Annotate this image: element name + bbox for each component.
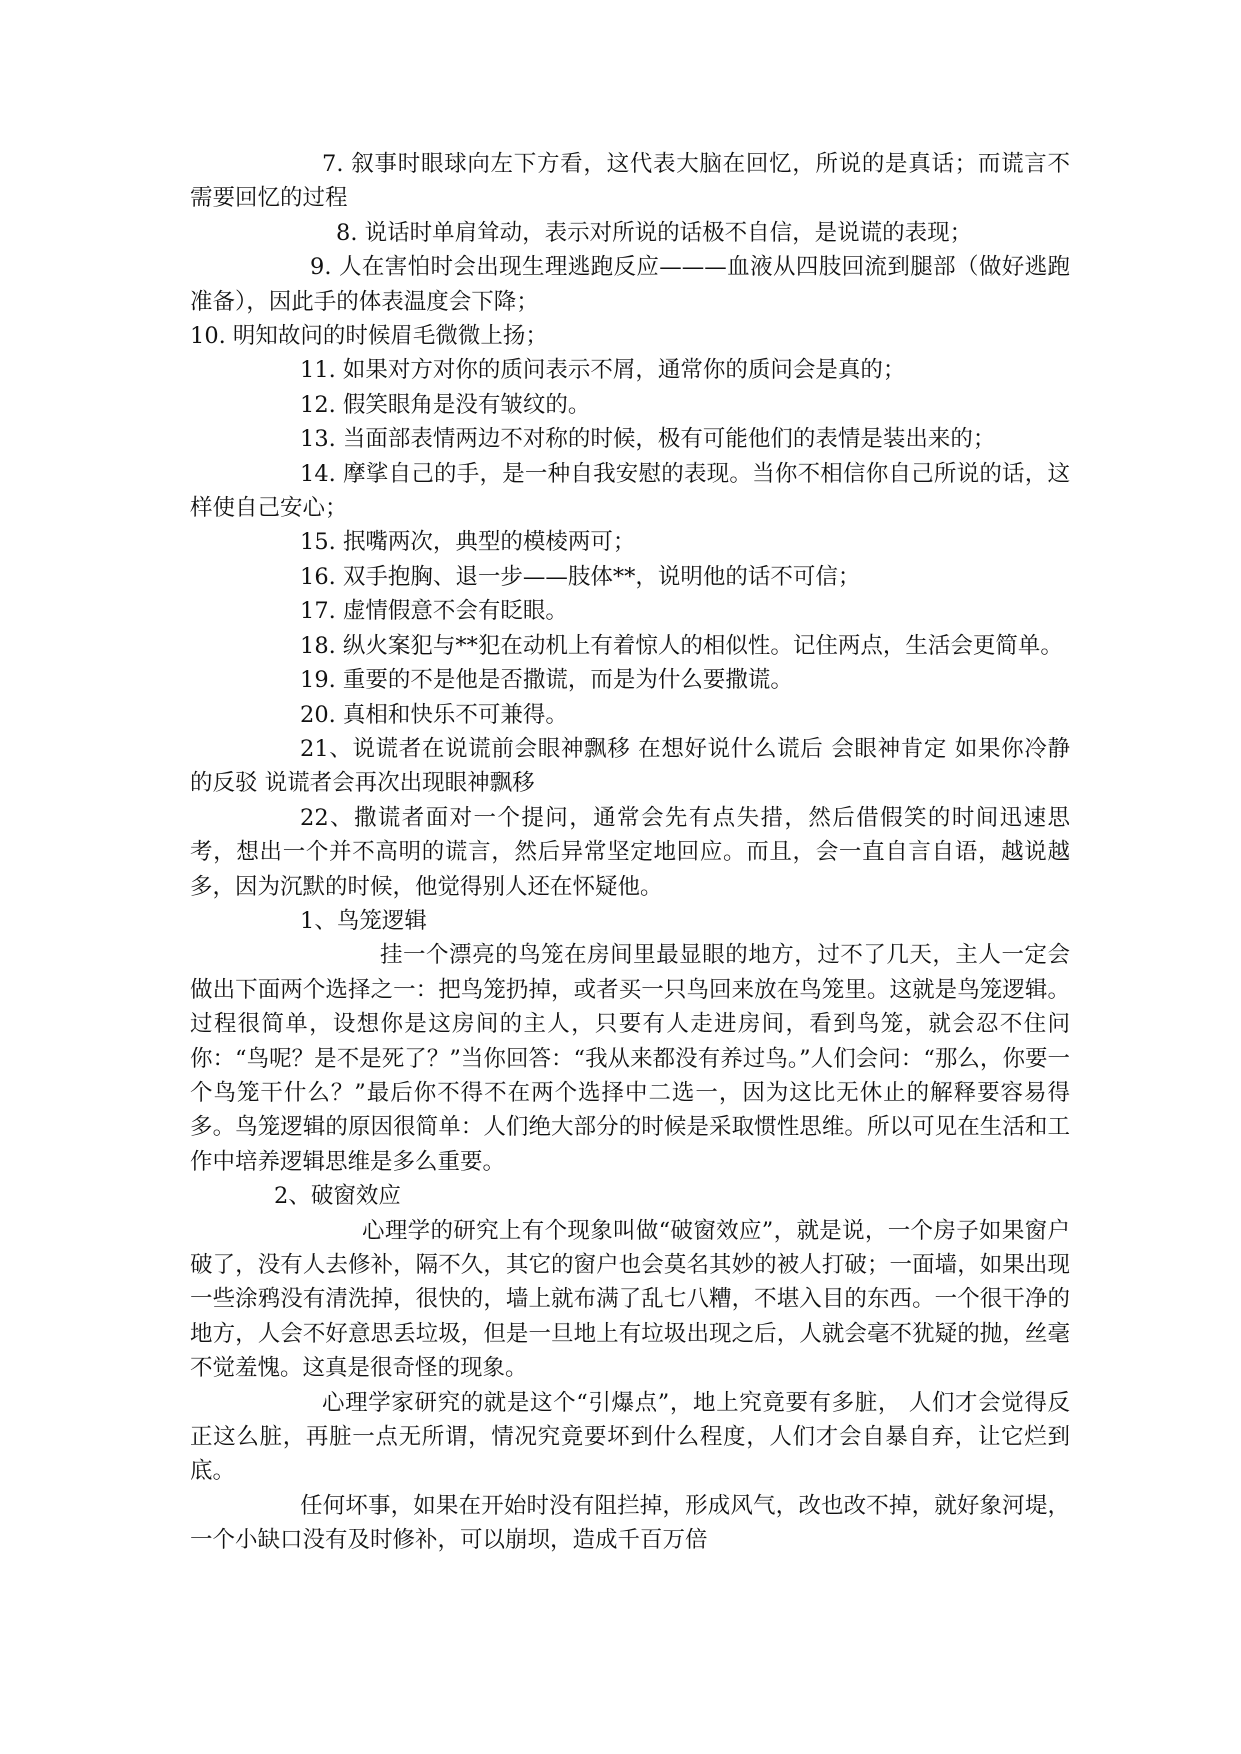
section-heading-broken-window: 2、破窗效应 [274,1183,401,1210]
paragraph-item-15: 15. 抿嘴两次，典型的模棱两可； [300,529,636,556]
paragraph-item-22: 22、撒谎者面对一个提问，通常会先有点失措，然后借假笑的时间迅速思考，想出一个并不高明的谎言，然后异常坚定地回应。而且，会一直自言自语，越说越多，因为沉默的时候，他觉得别人还在怀疑他。 [190,804,1070,900]
paragraph-item-7: 7. 叙事时眼球向左下方看，这代表大脑在回忆，所说的是真话；而谎言不需要回忆的过程 [190,151,1070,212]
paragraph-item-21: 21、说谎者在说谎前会眼神飘移 在想好说什么谎后 会眼神肯定 如果你冷静的反驳 说谎者会再次出现眼神飘移 [190,735,1070,797]
paragraph-item-17: 17. 虚情假意不会有眨眼。 [300,598,568,625]
paragraph-item-9: 9. 人在害怕时会出现生理逃跑反应———血液从四肢回流到腿部（做好逃跑准备），因此手的体表温度会下降； [190,254,1070,315]
document-page [190,147,1070,1558]
paragraph-item-12: 12. 假笑眼角是没有皱纹的。 [300,391,591,418]
paragraph-item-13: 13. 当面部表情两边不对称的时候，极有可能他们的表情是装出来的； [300,426,996,453]
paragraph-item-14: 14. 摩挲自己的手，是一种自我安慰的表现。当你不相信你自己所说的话，这样使自己安心； [190,460,1070,522]
section-body-broken-window: 心理学的研究上有个现象叫做“破窗效应”，就是说，一个房子如果窗户破了，没有人去修补，隔不久，其它的窗户也会莫名其妙的被人打破；一面墙，如果出现一些涂鸦没有清洗掉，很快的，墙上就布满了乱七八糟，不堪入目的东西。一个很干净的地方，人会不好意思丢垃圾，但是一旦地上有垃圾出现之后，人就会毫不犹疑的抛，丝毫不觉羞愧。这真是很奇怪的现象。 [190,1217,1070,1382]
section-body-conclusion: 任何坏事，如果在开始时没有阻拦掉，形成风气，改也改不掉，就好象河堤，一个小缺口没有及时修补，可以崩坝，造成千百万倍 [190,1492,1070,1554]
paragraph-item-18: 18. 纵火案犯与**犯在动机上有着惊人的相似性。记住两点，生活会更简单。 [300,632,1063,659]
paragraph-item-20: 20. 真相和快乐不可兼得。 [300,701,568,728]
paragraph-item-8: 8. 说话时单肩耸动，表示对所说的话极不自信，是说谎的表现； [336,219,973,246]
paragraph-item-16: 16. 双手抱胸、退一步——肢体**，说明他的话不可信； [300,563,861,590]
paragraph-item-10: 10. 明知故问的时候眉毛微微上扬； [190,323,548,350]
section-heading-bird-cage: 1、鸟笼逻辑 [300,907,427,934]
section-body-tipping-point: 心理学家研究的就是这个“引爆点”，地上究竟要有多脏， 人们才会觉得反正这么脏，再脏一点无所谓，情况究竟要坏到什么程度，人们才会自暴自弃，让它烂到底。 [190,1389,1070,1485]
paragraph-item-19: 19. 重要的不是他是否撒谎，而是为什么要撒谎。 [300,667,793,694]
section-body-bird-cage: 挂一个漂亮的鸟笼在房间里最显眼的地方，过不了几天，主人一定会做出下面两个选择之一：把鸟笼扔掉，或者买一只鸟回来放在鸟笼里。这就是鸟笼逻辑。过程很简单，设想你是这房间的主人，只要有人走进房间，看到鸟笼，就会忍不住问你：“鸟呢？是不是死了？”当你回答：“我从来都没有养过鸟。”人们会问：“那么，你要一个鸟笼干什么？”最后你不得不在两个选择中二选一，因为这比无休止的解释要容易得多。鸟笼逻辑的原因很简单：人们绝大部分的时候是采取惯性思维。所以可见在生活和工作中培养逻辑思维是多么重要。 [190,942,1070,1175]
paragraph-item-11: 11. 如果对方对你的质问表示不屑，通常你的质问会是真的； [300,357,906,384]
